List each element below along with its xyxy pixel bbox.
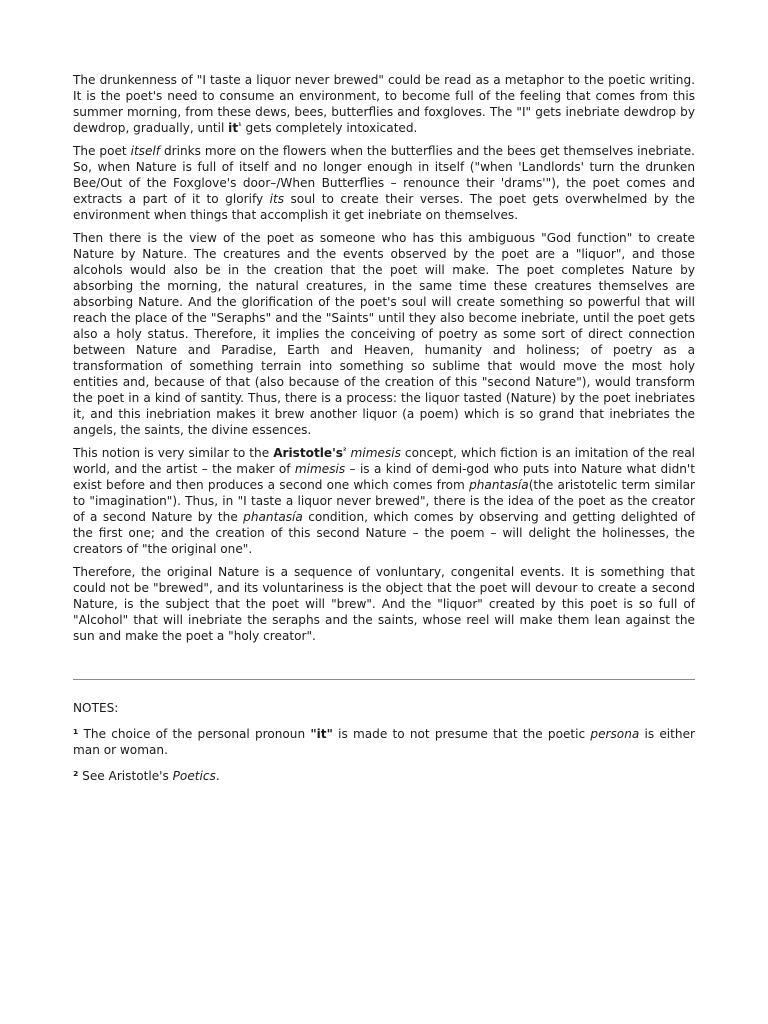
paragraph-2-text-end: soul to create their verses. The poet gets overwhelmed by the environment when things that accomplish it get inebriate on themselves.: [73, 192, 695, 222]
paragraph-4-text-3: – is a kind of demi-god who puts into Nature what didn't exist before and then produces a second one which comes from: [73, 462, 695, 492]
note-1-text-2: is made to not presume that the poetic: [332, 727, 591, 741]
italic-its: its: [269, 192, 285, 206]
essay-body: [73, 72, 695, 651]
paragraph-2-text-mid: drinks more on the flowers when the butterflies and the bees get themselves inebriate. So, when Nature is full of itself and no longer enough in itself ("when 'Landlords' turn the drunken Bee/Out of the Foxglove's door–/When Butterflies – renounce their 'drams'"), the poet comes and extracts a part of it to glorify: [73, 144, 695, 206]
paragraph-1-text-end: gets completely intoxicated.: [241, 121, 418, 135]
note-2-text: See Aristotle's: [78, 769, 173, 783]
italic-mimesis: mimesis: [350, 446, 401, 460]
notes-divider: [73, 679, 695, 680]
note-1-italic-persona: persona: [590, 727, 640, 741]
paragraph-1-text: The drunkenness of "I taste a liquor never brewed" could be read as a metaphor to the poetic writing. It is the poet's need to consume an environment, to become full of the feeling that comes from this summer morning, from these dews, bees, butterflies and foxgloves. The "I" gets inebriate dewdrop by dewdrop, gradually, until: [73, 73, 695, 135]
paragraph-3: Then there is the view of the poet as someone who has this ambiguous "God function" to create Nature by Nature. The creatures and the events observed by the poet are a "liquor", and those alcohols would also be in the creation that the poet will make. The poet completes Nature by absorbing the morning, the natural creatures, in the same time these creatures themselves are absorbing Nature. And the glorification of the poet's soul will create something so powerful that will reach the place of the "Seraphs" and the "Saints" until they also become inebriate, until the poet gets also a holy status. Therefore, it implies the conceiving of poetry as some sort of direct connection between Nature and Paradise, Earth and Heaven, humanity and holiness; of poetry as a transformation of something terrain into something so sublime that would move the most holy entities and, because of that (also because of the creation of this "second Nature"), would transform the poet in a kind of santity. Thus, there is a process: the liquor tasted (Nature) by the poet inebriates it, and this inebriation makes it brew another liquor (a poem) which is so grand that inebriates the angels, the saints, the divine essences.: [73, 231, 695, 437]
note-2-text-end: .: [215, 769, 220, 783]
note-2-marker: ²: [73, 769, 79, 783]
note-1-bold-it: "it": [310, 727, 333, 741]
bold-aristotle: Aristotle's: [273, 446, 343, 460]
paragraph-4-text-end: condition, which comes by observing and getting delighted of the first one; and the creation of this second Nature – the poem – will delight the holinesses, the creators of "the original one".: [73, 510, 695, 556]
paragraph-4: [73, 445, 695, 557]
italic-itself: itself: [130, 144, 161, 158]
paragraph-5: Therefore, the original Nature is a sequence of vonluntary, congenital events. It is something that could not be "brewed", and its voluntariness is the object that the poet will devour to create a second Nature, is the subject that the poet will "brew". And the "liquor" created by this poet is so full of "Alcohol" that will inebriate the seraphs and the saints, whose reel will make them lean against the sun and make the poet a "holy creator".: [73, 565, 695, 643]
paragraph-4-text: This notion is very similar to the: [73, 446, 274, 460]
note-1-text-end: is either man or woman.: [73, 727, 695, 757]
note-1-text: The choice of the personal pronoun: [78, 727, 311, 741]
paragraph-4-text-2: concept, which fiction is an imitation of the real world, and the artist – the maker of: [73, 446, 695, 476]
note-2-italic-poetics: Poetics: [172, 769, 216, 783]
italic-phantasia-2: phantasía: [243, 510, 303, 524]
bold-it: it: [228, 121, 239, 135]
italic-mimesis-2: mimesis: [294, 462, 346, 476]
italic-phantasia: phantasía: [469, 478, 529, 492]
paragraph-2: [73, 143, 695, 223]
paragraph-1: [73, 72, 695, 136]
footnote-ref-1: ¹: [238, 121, 242, 130]
note-1-marker: ¹: [73, 727, 79, 741]
notes-section: [73, 700, 695, 794]
note-2: [73, 768, 695, 784]
footnote-ref-2: ²: [342, 446, 347, 455]
notes-heading: NOTES:: [73, 701, 119, 715]
paragraph-2-text: The poet: [73, 144, 131, 158]
paragraph-4-text-4: (the aristotelic term similar to "imagination"). Thus, in "I taste a liquor never brewed", there is the idea of the poet as the creator of a second Nature by the: [73, 478, 695, 524]
note-1: [73, 726, 695, 758]
